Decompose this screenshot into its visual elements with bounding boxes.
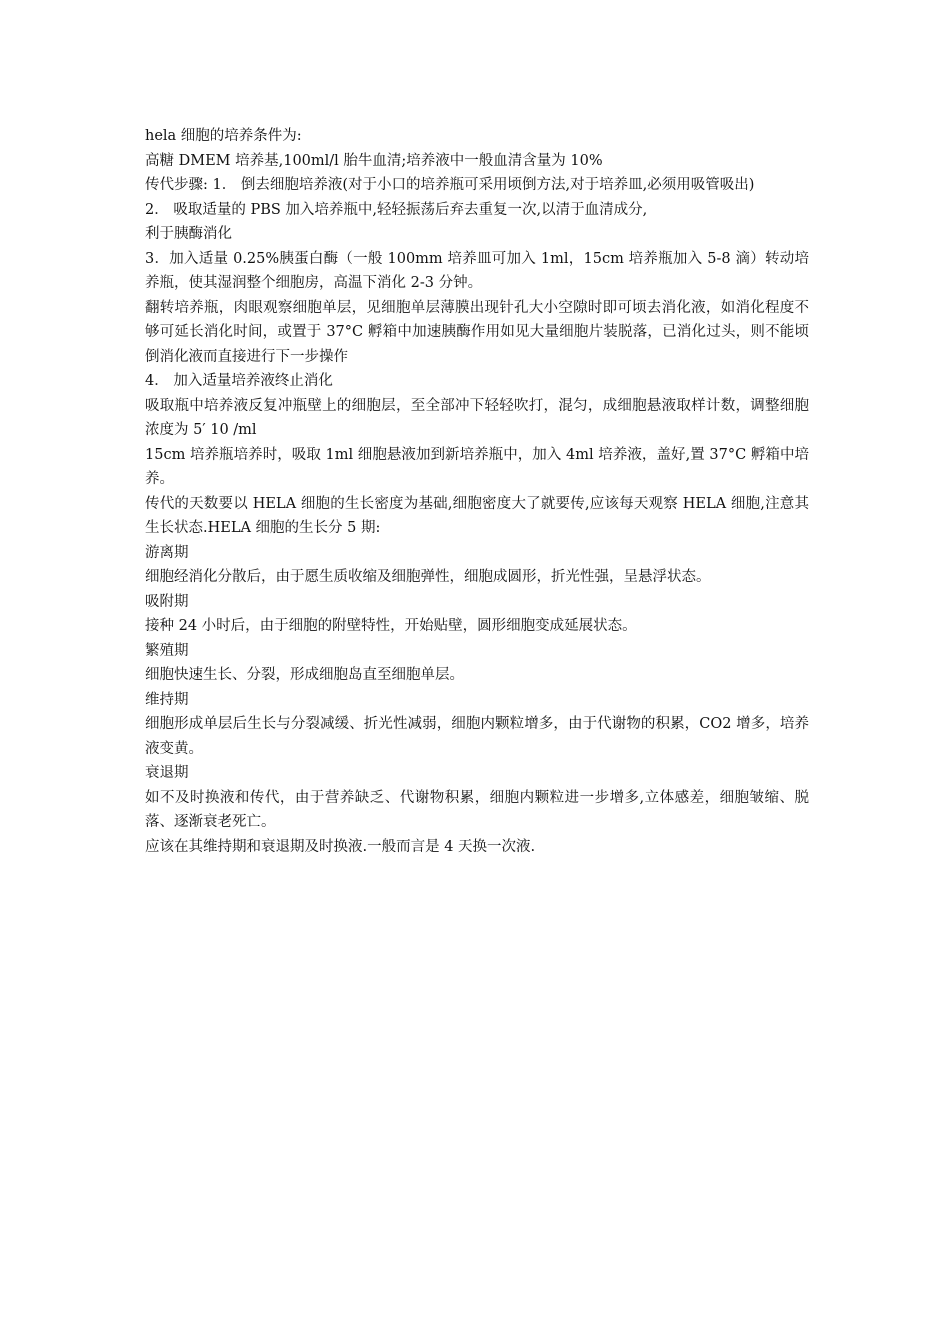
phase-text-maintenance: 细胞形成单层后生长与分裂减缓、折光性减弱，细胞内颗粒增多，由于代谢物的积累，CO2 增多，培养液变黄。 bbox=[145, 716, 809, 757]
phase-heading-adhesion: 吸附期 bbox=[145, 593, 189, 610]
document-body bbox=[145, 124, 809, 859]
phase-text-proliferation: 细胞快速生长、分裂，形成细胞岛直至细胞单层。 bbox=[145, 667, 464, 683]
paragraph-step-3: 3．加入适量 0.25%胰蛋白酶（一般 100mm 培养皿可加入 1ml，15cm 培养瓶加入 5-8 滴）转动培养瓶，使其湿润整个细胞房，高温下消化 2-3 分钟。 bbox=[145, 250, 809, 291]
paragraph-observe: 翻转培养瓶，肉眼观察细胞单层，见细胞单层薄膜出现针孔大小空隙时即可顷去消化液，如消化程度不够可延长消化时间，或置于 37°C 孵箱中加速胰酶作用如见大量细胞片装脱落，已消化过头，则不能顷倒消化液而直接进行下一步操作 bbox=[145, 299, 809, 365]
phase-heading-proliferation: 繁殖期 bbox=[145, 642, 189, 659]
paragraph-suspension: 吸取瓶中培养液反复冲瓶壁上的细胞层，至全部冲下轻轻吹打，混匀，成细胞悬液取样计数，调整细胞浓度为 5′ 10 /ml bbox=[145, 397, 809, 438]
phase-text-decline: 如不及时换液和传代，由于营养缺乏、代谢物积累，细胞内颗粒进一步增多,立体感差，细胞皱缩、脱落、逐渐衰老死亡。 bbox=[145, 789, 809, 830]
paragraph-step-1: 传代步骤: 1． 倒去细胞培养液(对于小口的培养瓶可采用顷倒方法,对于培养皿,必须用吸管吸出) bbox=[145, 177, 755, 193]
phase-text-adhesion: 接种 24 小时后，由于细胞的附壁特性，开始贴壁，圆形细胞变成延展状态。 bbox=[145, 618, 637, 634]
paragraph-step-2: 2． 吸取适量的 PBS 加入培养瓶中,轻轻振荡后弃去重复一次,以清于血清成分, bbox=[145, 201, 648, 218]
paragraph-step-2-cont: 利于胰酶消化 bbox=[145, 226, 232, 242]
phase-heading-free: 游离期 bbox=[145, 544, 189, 561]
paragraph-conclusion: 应该在其维持期和衰退期及时换液.一般而言是 4 天换一次液. bbox=[145, 838, 536, 855]
phase-heading-decline: 衰退期 bbox=[145, 765, 189, 781]
paragraph-step-4: 4． 加入适量培养液终止消化 bbox=[145, 373, 333, 389]
paragraph-passage-days: 传代的天数要以 HELA 细胞的生长密度为基础,细胞密度大了就要传,应该每天观察 HELA 细胞,注意其生长状态.HELA 细胞的生长分 5 期: bbox=[145, 495, 809, 536]
paragraph-medium: 高糖 DMEM 培养基,100ml/l 胎牛血清;培养液中一般血清含量为 10% bbox=[145, 152, 603, 169]
phase-heading-maintenance: 维持期 bbox=[145, 691, 189, 708]
paragraph-culture-conditions-heading: hela 细胞的培养条件为: bbox=[145, 128, 302, 144]
paragraph-seeding: 15cm 培养瓶培养时，吸取 1ml 细胞悬液加到新培养瓶中，加入 4ml 培养液，盖好,置 37°C 孵箱中培养。 bbox=[145, 446, 809, 487]
phase-text-free: 细胞经消化分散后，由于愿生质收缩及细胞弹性，细胞成圆形，折光性强，呈悬浮状态。 bbox=[145, 569, 711, 585]
